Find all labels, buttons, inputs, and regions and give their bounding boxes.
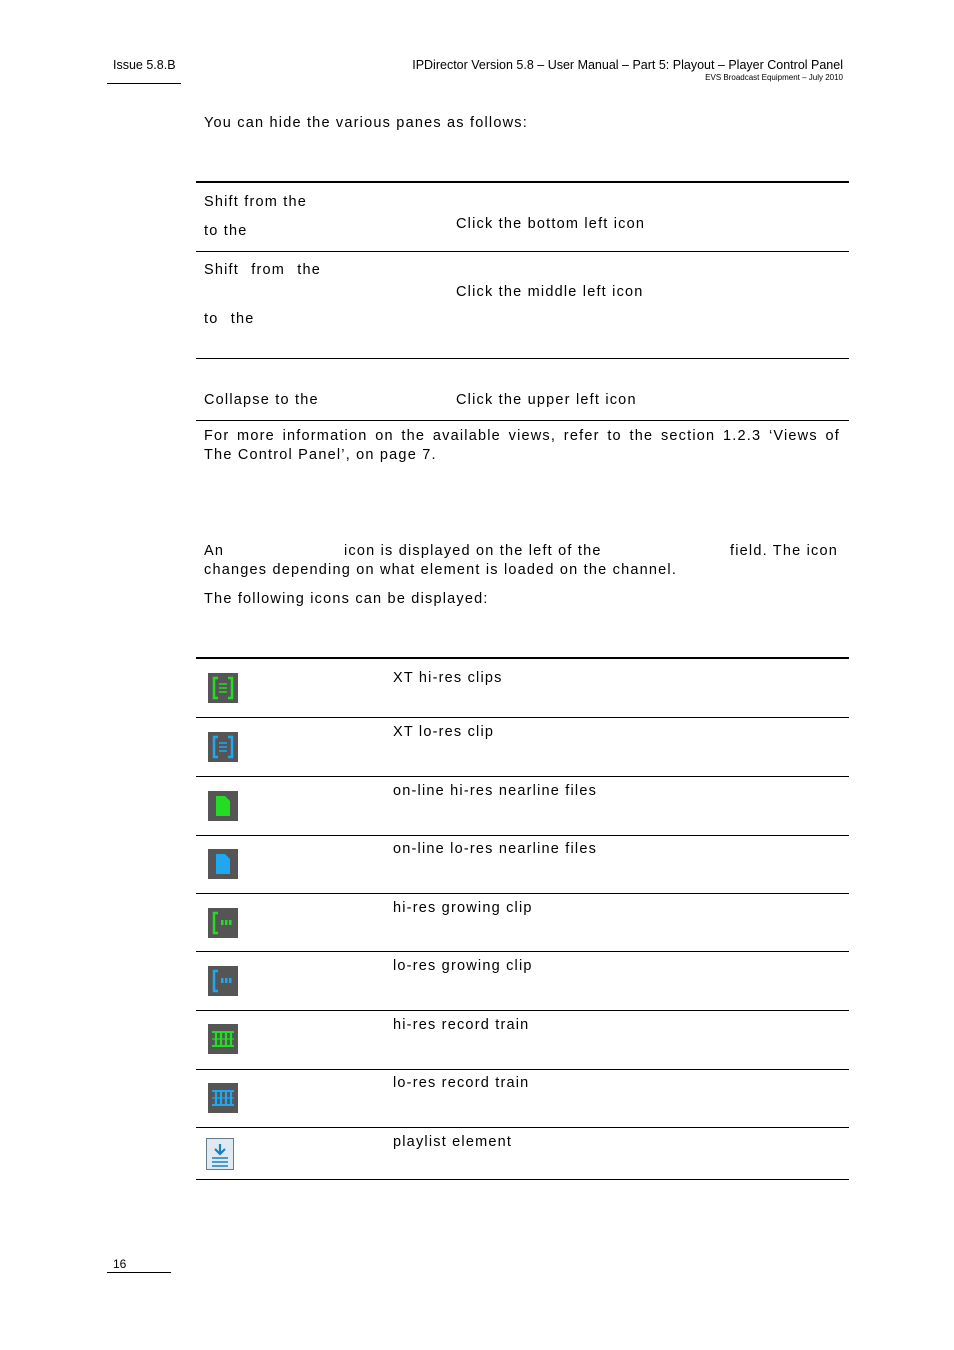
row-divider [196,1127,849,1128]
online-lores-nearline-file-icon [208,849,238,879]
pane-row-1-action-b: to the [204,223,248,239]
issue-label: Issue 5.8.B [113,58,176,72]
header-rule [107,83,181,84]
row-divider [196,893,849,894]
icon-label: on-line hi-res nearline files [393,783,598,799]
table-top-rule [196,181,849,183]
icon-label: playlist element [393,1134,513,1150]
xt-lores-clip-icon [208,732,238,762]
row-divider [196,717,849,718]
row-divider [196,420,849,421]
row-divider [196,1069,849,1070]
intro-text: You can hide the various panes as follows: [204,115,528,131]
running-header [412,58,843,82]
more-info-text: For more information on the available views, refer to the section 1.2.3 ‘Views of The Control Panel’, on page 7. [204,428,840,463]
row-divider [196,358,849,359]
header-subtitle: EVS Broadcast Equipment – July 2010 [705,73,843,82]
footer-rule [107,1272,171,1273]
pane-row-2-action-a: Shift from the [204,262,322,278]
hires-growing-clip-icon [208,908,238,938]
icon-para-list-intro: The following icons can be displayed: [204,591,489,607]
hires-record-train-icon [208,1024,238,1054]
icon-label: on-line lo-res nearline files [393,841,598,857]
row-divider [196,1010,849,1011]
pane-row-1-how: Click the bottom left icon [456,216,646,232]
header-title: IPDirector Version 5.8 – User Manual – Part 5: Playout – Player Control Panel [412,58,843,72]
page-number: 16 [113,1257,127,1271]
pane-row-2-action-b: to the [204,311,255,327]
icon-para-end: field. The icon [730,543,839,559]
pane-row-2-how: Click the middle left icon [456,284,644,300]
pane-row-1-action-a: Shift from the [204,194,308,210]
row-divider [196,251,849,252]
lores-record-train-icon [208,1083,238,1113]
table-top-rule [196,657,849,659]
table-bottom-rule [196,1179,849,1180]
xt-hires-clip-icon [208,673,238,703]
online-hires-nearline-file-icon [208,791,238,821]
icon-label: hi-res record train [393,1017,530,1033]
icon-para-start: An [204,543,225,559]
icon-label: XT lo-res clip [393,724,495,740]
playlist-element-icon [206,1138,234,1170]
icon-label: hi-res growing clip [393,900,533,916]
lores-growing-clip-icon [208,966,238,996]
icon-label: XT hi-res clips [393,670,503,686]
row-divider [196,835,849,836]
pane-row-3-how: Click the upper left icon [456,392,637,408]
pane-row-3-action-a: Collapse to the [204,392,319,408]
icon-para-mid: icon is displayed on the left of the [344,543,602,559]
row-divider [196,951,849,952]
icon-label: lo-res growing clip [393,958,533,974]
row-divider [196,776,849,777]
icon-label: lo-res record train [393,1075,530,1091]
icon-para-line2: changes depending on what element is loaded on the channel. [204,562,678,578]
